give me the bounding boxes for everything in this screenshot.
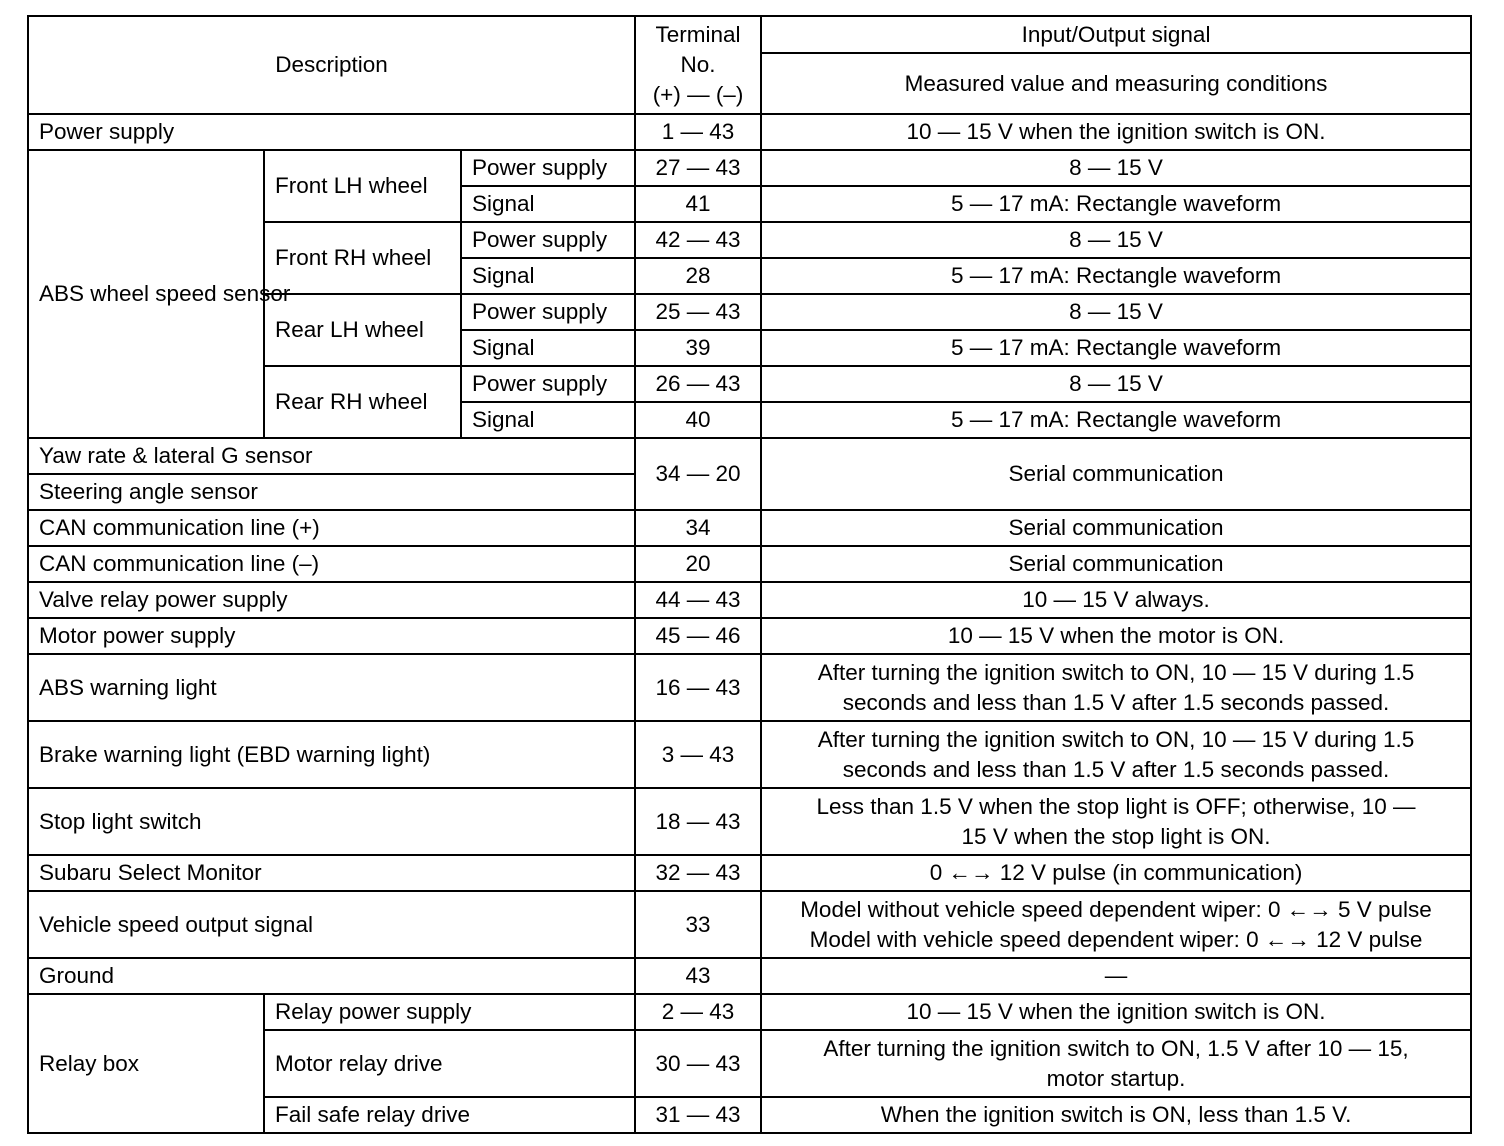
value-line: seconds and less than 1.5 V after 1.5 seconds passed. — [842, 689, 1390, 715]
row-terminal: 25 — 43 — [635, 294, 761, 330]
row-value: 5 — 17 mA: Rectangle waveform — [761, 330, 1471, 366]
sub-label: Power supply — [461, 150, 635, 186]
row-desc: Motor relay drive — [264, 1030, 635, 1097]
abs-sensor-label: ABS wheel speed sensor — [28, 150, 264, 438]
table-row — [28, 958, 1471, 994]
row-terminal: 42 — 43 — [635, 222, 761, 258]
row-value: 8 — 15 V — [761, 222, 1471, 258]
table-row — [28, 788, 1471, 855]
row-value: 10 — 15 V always. — [761, 582, 1471, 618]
row-terminal: 31 — 43 — [635, 1097, 761, 1133]
row-terminal: 1 — 43 — [635, 114, 761, 150]
sub-label: Power supply — [461, 222, 635, 258]
row-desc: Stop light switch — [28, 788, 635, 855]
row-value — [761, 788, 1471, 855]
value-line: After turning the ignition switch to ON, 10 — 15 V during 1.5 — [817, 659, 1415, 685]
sub-label: Power supply — [461, 294, 635, 330]
row-value: 5 — 17 mA: Rectangle waveform — [761, 402, 1471, 438]
table-row — [28, 891, 1471, 958]
row-value: — — [761, 958, 1471, 994]
row-value: 10 — 15 V when the motor is ON. — [761, 618, 1471, 654]
table-row — [28, 114, 1471, 150]
row-desc: Motor power supply — [28, 618, 635, 654]
value-line: 15 V when the stop light is ON. — [961, 823, 1271, 849]
row-value: 8 — 15 V — [761, 150, 1471, 186]
row-value: Serial communication — [761, 510, 1471, 546]
row-terminal: 18 — 43 — [635, 788, 761, 855]
header-measured: Measured value and measuring conditions — [761, 53, 1471, 114]
row-value: 0 ←→ 12 V pulse (in communication) — [761, 855, 1471, 891]
row-terminal: 16 — 43 — [635, 654, 761, 721]
header-io-signal: Input/Output signal — [761, 16, 1471, 53]
header-terminal-line2: No. — [680, 52, 716, 77]
table-row — [28, 855, 1471, 891]
row-terminal: 41 — [635, 186, 761, 222]
row-terminal: 34 — 20 — [635, 438, 761, 510]
wheel-label: Front LH wheel — [264, 150, 461, 222]
row-desc: Ground — [28, 958, 635, 994]
row-terminal: 2 — 43 — [635, 994, 761, 1030]
header-description: Description — [28, 16, 635, 114]
row-desc: CAN communication line (+) — [28, 510, 635, 546]
row-value: 5 — 17 mA: Rectangle waveform — [761, 186, 1471, 222]
row-terminal: 26 — 43 — [635, 366, 761, 402]
row-terminal: 43 — [635, 958, 761, 994]
table-row — [28, 510, 1471, 546]
row-value: When the ignition switch is ON, less than 1.5 V. — [761, 1097, 1471, 1133]
header-terminal-line1: Terminal — [655, 22, 741, 47]
row-desc: Yaw rate & lateral G sensor — [28, 438, 635, 474]
table-row — [28, 994, 1471, 1030]
row-terminal: 3 — 43 — [635, 721, 761, 788]
row-desc: Valve relay power supply — [28, 582, 635, 618]
row-desc: Subaru Select Monitor — [28, 855, 635, 891]
row-desc: Brake warning light (EBD warning light) — [28, 721, 635, 788]
row-terminal: 32 — 43 — [635, 855, 761, 891]
row-terminal: 39 — [635, 330, 761, 366]
wheel-label: Rear RH wheel — [264, 366, 461, 438]
row-terminal: 33 — [635, 891, 761, 958]
value-line: Model without vehicle speed dependent wiper: 0 ←→ 5 V pulse — [800, 896, 1432, 922]
header-row — [28, 16, 1471, 53]
sub-label: Signal — [461, 258, 635, 294]
value-line: Less than 1.5 V when the stop light is OFF; otherwise, 10 — — [816, 793, 1416, 819]
row-desc: Vehicle speed output signal — [28, 891, 635, 958]
value-line: After turning the ignition switch to ON, 1.5 V after 10 — 15, — [823, 1035, 1409, 1061]
value-line: seconds and less than 1.5 V after 1.5 seconds passed. — [842, 756, 1390, 782]
row-value: Serial communication — [761, 546, 1471, 582]
row-terminal: 20 — [635, 546, 761, 582]
row-value — [761, 1030, 1471, 1097]
row-terminal: 28 — [635, 258, 761, 294]
row-value: 8 — 15 V — [761, 294, 1471, 330]
row-value: 8 — 15 V — [761, 366, 1471, 402]
row-value: Serial communication — [761, 438, 1471, 510]
header-terminal-line3: (+) — (–) — [652, 82, 744, 107]
table-row — [28, 582, 1471, 618]
row-value — [761, 654, 1471, 721]
row-desc: Steering angle sensor — [28, 474, 635, 510]
table-row — [28, 618, 1471, 654]
value-line: Model with vehicle speed dependent wiper: 0 ←→ 12 V pulse — [809, 926, 1423, 952]
row-terminal: 27 — 43 — [635, 150, 761, 186]
sub-label: Signal — [461, 402, 635, 438]
sub-label: Power supply — [461, 366, 635, 402]
row-terminal: 30 — 43 — [635, 1030, 761, 1097]
row-desc: ABS warning light — [28, 654, 635, 721]
sub-label: Signal — [461, 330, 635, 366]
wheel-label: Front RH wheel — [264, 222, 461, 294]
row-value: 5 — 17 mA: Rectangle waveform — [761, 258, 1471, 294]
value-line: After turning the ignition switch to ON, 10 — 15 V during 1.5 — [817, 726, 1415, 752]
row-terminal: 40 — [635, 402, 761, 438]
sub-label: Signal — [461, 186, 635, 222]
header-terminal-no — [635, 16, 761, 114]
row-desc: CAN communication line (–) — [28, 546, 635, 582]
table-row — [28, 721, 1471, 788]
terminal-spec-table — [27, 15, 1472, 1134]
wheel-label: Rear LH wheel — [264, 294, 461, 366]
table-row — [28, 438, 1471, 474]
row-desc: Fail safe relay drive — [264, 1097, 635, 1133]
table-row — [28, 150, 1471, 186]
row-value: 10 — 15 V when the ignition switch is ON. — [761, 994, 1471, 1030]
row-terminal: 34 — [635, 510, 761, 546]
row-value — [761, 721, 1471, 788]
row-desc: Relay power supply — [264, 994, 635, 1030]
row-terminal: 45 — 46 — [635, 618, 761, 654]
row-value — [761, 891, 1471, 958]
row-terminal: 44 — 43 — [635, 582, 761, 618]
value-line: motor startup. — [1046, 1065, 1186, 1091]
row-value: 10 — 15 V when the ignition switch is ON. — [761, 114, 1471, 150]
relay-box-label: Relay box — [28, 994, 264, 1133]
table-row — [28, 546, 1471, 582]
row-desc: Power supply — [28, 114, 635, 150]
table-row — [28, 654, 1471, 721]
